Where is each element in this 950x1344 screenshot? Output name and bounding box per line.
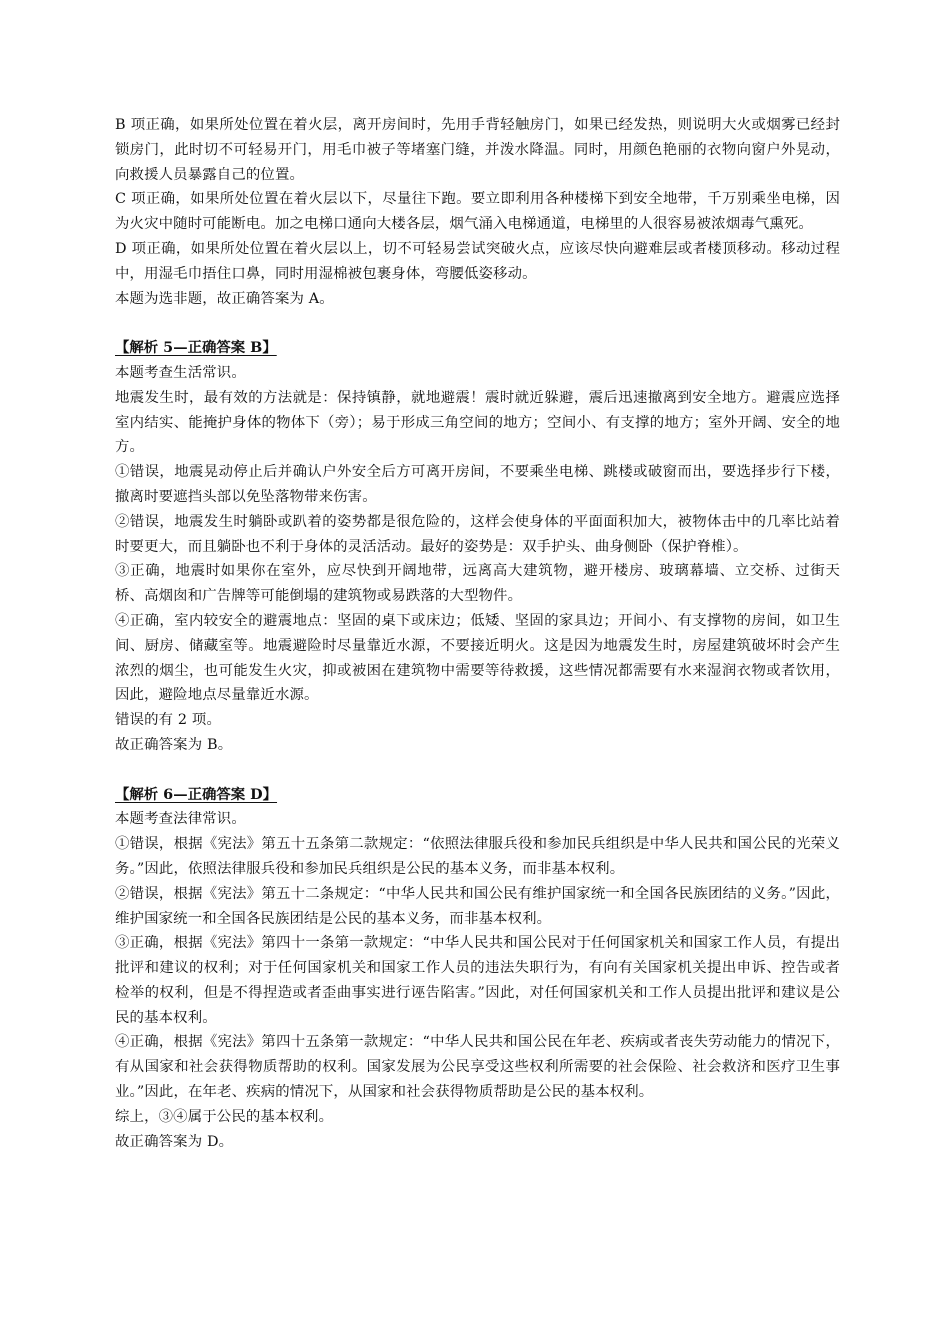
document-page: [115, 113, 840, 1154]
section5-item-1: ①错误，地震晃动停止后并确认户外安全后方可离开房间，不要乘坐电梯、跳楼或破窗而出，要选择步行下楼，撤离时要遮挡头部以免坠落物带来伤害。: [115, 464, 840, 505]
section5-item-3: ③正确，地震时如果你在室外，应尽快到开阔地带，远离高大建筑物，避开楼房、玻璃幕墙、立交桥、过街天桥、高烟囱和广告牌等可能倒塌的建筑物或易跌落的大型物件。: [115, 563, 840, 605]
section6-topic: 本题考查法律常识。: [115, 811, 246, 828]
section6-item-3: ③正确，根据《宪法》第四十一条第一款规定：“中华人民共和国公民对于任何国家机关和国家工作人员，有提出批评和建议的权利；对于任何国家机关和国家工作人员的违法失职行为，有向有关国家机关提出申诉、控告或者检举的权利，但是不得捏造或者歪曲事实进行诬告陷害。”因此，对任何国家机关和工作人员提出批评和建议是公民的基本权利。: [115, 935, 840, 1026]
option-d-explanation: D 项正确，如果所处位置在着火层以上，切不可轻易尝试突破火点，应该尽快向避难层或者楼顶移动。移动过程中，用湿毛巾捂住口鼻，同时用湿棉被包裹身体，弯腰低姿移动。: [115, 240, 840, 282]
section6-item-4: ④正确，根据《宪法》第四十五条第一款规定：“中华人民共和国公民在年老、疾病或者丧失劳动能力的情况下，有从国家和社会获得物质帮助的权利。国家发展为公民享受这些权利所需要的社会保险、社会救济和医疗卫生事业。”因此，在年老、疾病的情况下，从国家和社会获得物质帮助是公民的基本权利。: [115, 1034, 840, 1101]
option-c-explanation: C 项正确，如果所处位置在着火层以下，尽量往下跑。要立即利用各种楼梯下到安全地带，千万别乘坐电梯，因为火灾中随时可能断电。加之电梯口通向大楼各层，烟气涌入电梯通道，电梯里的人很容易被浓烟毒气熏死。: [115, 191, 840, 233]
section6-summary: 综上，③④属于公民的基本权利。: [115, 1108, 334, 1125]
section-spacer: [115, 758, 840, 783]
section5-intro: 地震发生时，最有效的方法就是：保持镇静，就地避震！震时就近躲避，震后迅速撤离到安全地方。避震应选择室内结实、能掩护身体的物体下（旁）；易于形成三角空间的地方；空间小、有支撑的地方；室外开阔、安全的地方。: [115, 389, 840, 456]
section5-heading: 【解析 5—正确答案 B】: [115, 339, 277, 357]
section6-heading: 【解析 6—正确答案 D】: [115, 785, 278, 803]
section5-topic: 本题考查生活常识。: [115, 364, 246, 381]
section4-conclusion: 本题为选非题，故正确答案为 A。: [115, 290, 334, 307]
section5-count: 错误的有 2 项。: [115, 712, 221, 729]
option-b-explanation: B 项正确，如果所处位置在着火层，离开房间时，先用手背轻触房门，如果已经发热，则说明大火或烟雾已经封锁房门，此时切不可轻易开门，用毛巾被子等堵塞门缝，并泼水降温。同时，用颜色艳丽的衣物向窗户外晃动，向救援人员暴露自己的位置。: [115, 117, 840, 183]
section6-item-2: ②错误，根据《宪法》第五十二条规定：“中华人民共和国公民有维护国家统一和全国各民族团结的义务。”因此，维护国家统一和全国各民族团结是公民的基本义务，而非基本权利。: [115, 885, 840, 927]
section-spacer: [115, 311, 840, 336]
section5-item-2: ②错误，地震发生时躺卧或趴着的姿势都是很危险的，这样会使身体的平面面积加大，被物体击中的几率比站着时要更大，而且躺卧也不利于身体的灵活活动。最好的姿势是：双手护头、曲身侧卧（保护脊椎）。: [115, 513, 840, 555]
section5-item-4: ④正确，室内较安全的避震地点：坚固的桌下或床边；低矮、坚固的家具边；开间小、有支撑物的房间，如卫生间、厨房、储藏室等。地震避险时尽量靠近水源，不要接近明火。这是因为地震发生时，房屋建筑破坏时会产生浓烈的烟尘，也可能发生火灾，抑或被困在建筑物中需要等待救援，这些情况都需要有水来湿润衣物或者饮用，因此，避险地点尽量靠近水源。: [115, 612, 840, 704]
section6-item-1: ①错误，根据《宪法》第五十五条第二款规定：“依照法律服兵役和参加民兵组织是中华人民共和国公民的光荣义务。”因此，依照法律服兵役和参加民兵组织是公民的基本义务，而非基本权利。: [115, 836, 840, 877]
section5-answer: 故正确答案为 B。: [115, 736, 233, 753]
section6-answer: 故正确答案为 D。: [115, 1133, 234, 1150]
